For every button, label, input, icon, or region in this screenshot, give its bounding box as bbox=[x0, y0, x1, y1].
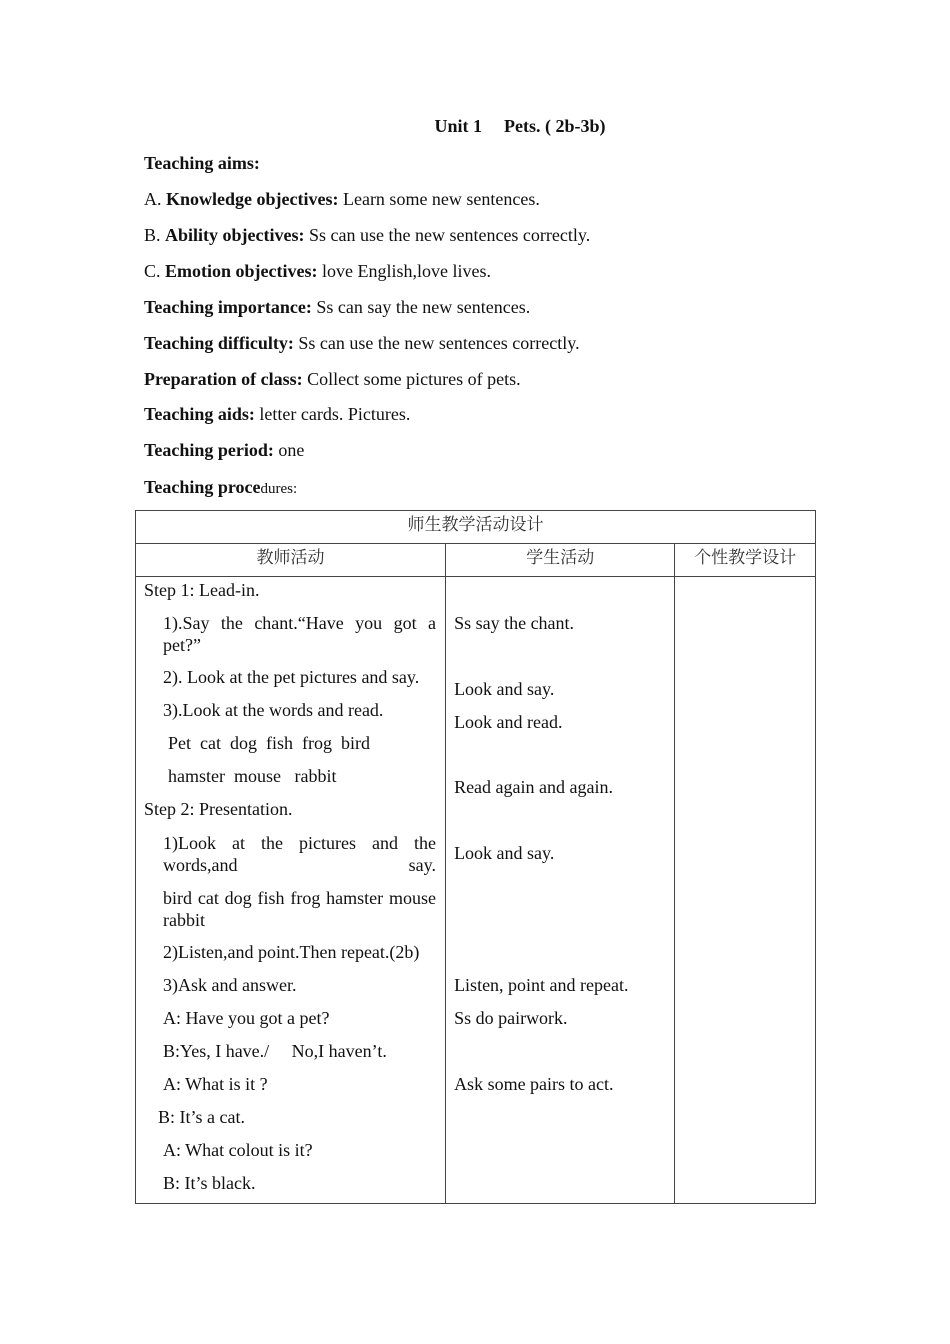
student-activities-cell bbox=[446, 577, 675, 1204]
teacher-line: Step 2: Presentation. bbox=[144, 799, 293, 819]
header-student: 学生活动 bbox=[446, 544, 675, 577]
ability-objectives: B. Ability objectives: Ss can use the new sentences correctly. bbox=[144, 225, 591, 245]
teacher-line: 1)Look at the pictures and the words,and say. bbox=[163, 833, 436, 875]
teaching-aids: Teaching aids: letter cards. Pictures. bbox=[144, 404, 411, 424]
preparation-of-class: Preparation of class: Collect some pictures of pets. bbox=[144, 369, 521, 389]
lesson-label: Pets. ( 2b-3b) bbox=[504, 116, 606, 136]
table-caption: 师生教学活动设计 bbox=[136, 511, 816, 544]
teacher-line: A: Have you got a pet? bbox=[163, 1008, 330, 1028]
teaching-difficulty: Teaching difficulty: Ss can use the new sentences correctly. bbox=[144, 333, 580, 353]
teacher-line: A: What colout is it? bbox=[163, 1140, 313, 1160]
student-line: Read again and again. bbox=[454, 777, 613, 797]
teaching-period: Teaching period: one bbox=[144, 440, 305, 460]
teaching-importance: Teaching importance: Ss can say the new sentences. bbox=[144, 297, 531, 317]
teacher-line: 3)Ask and answer. bbox=[163, 975, 297, 995]
teacher-line: B:Yes, I have./ No,I haven’t. bbox=[163, 1041, 387, 1061]
student-line: Ss do pairwork. bbox=[454, 1008, 568, 1028]
teacher-line: 1).Say the chant.“Have you got a pet?” bbox=[163, 613, 436, 655]
knowledge-objectives: A. Knowledge objectives: Learn some new sentences. bbox=[144, 189, 540, 209]
student-line: Look and say. bbox=[454, 679, 555, 699]
teacher-line: 2)Listen,and point.Then repeat.(2b) bbox=[163, 942, 420, 962]
emotion-objectives: C. Emotion objectives: love English,love lives. bbox=[144, 261, 491, 281]
teacher-line: B: It’s black. bbox=[163, 1173, 256, 1193]
aims-heading: Teaching aims: bbox=[144, 153, 260, 173]
student-line: Ask some pairs to act. bbox=[454, 1074, 614, 1094]
page-title bbox=[0, 116, 950, 137]
teaching-procedures: Teaching procedures: bbox=[144, 477, 298, 497]
header-personal-design: 个性教学设计 bbox=[675, 544, 816, 577]
header-teacher: 教师活动 bbox=[136, 544, 446, 577]
teacher-activities-cell bbox=[136, 577, 446, 1204]
teacher-line: bird cat dog fish frog hamster mouse rabbit bbox=[163, 888, 436, 930]
personal-design-cell bbox=[675, 577, 816, 1204]
teacher-line: Pet cat dog fish frog bird bbox=[168, 733, 370, 753]
teacher-line: Step 1: Lead-in. bbox=[144, 580, 260, 600]
student-line: Look and read. bbox=[454, 712, 563, 732]
student-line: Ss say the chant. bbox=[454, 613, 575, 633]
teacher-line: 2). Look at the pet pictures and say. bbox=[163, 667, 420, 687]
student-line: Look and say. bbox=[454, 843, 555, 863]
teacher-line: B: It’s a cat. bbox=[158, 1107, 245, 1127]
activity-table bbox=[135, 510, 816, 1204]
teacher-line: hamster mouse rabbit bbox=[168, 766, 337, 786]
student-line: Listen, point and repeat. bbox=[454, 975, 629, 995]
unit-label: Unit 1 bbox=[434, 116, 482, 136]
teacher-line: 3).Look at the words and read. bbox=[163, 700, 384, 720]
teacher-line: A: What is it ? bbox=[163, 1074, 268, 1094]
